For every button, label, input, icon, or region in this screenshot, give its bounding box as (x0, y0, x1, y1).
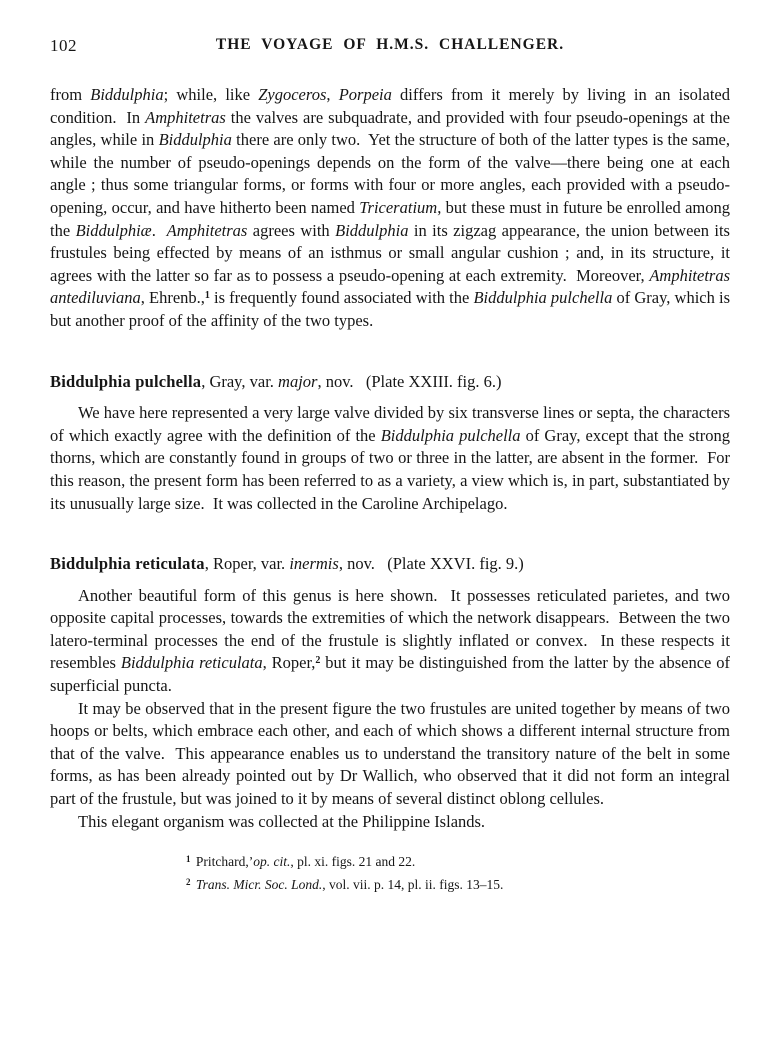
body-paragraph: We have here represented a very large valve divided by six transverse lines or septa, the characters of which exactly agree with the definition of the Biddulphia pulchella of Gray, except that the strong thorns, which are constantly found in groups of two or three in the latter, are absent in the former. For this reason, the present form has been referred to as a variety, a view which is, in part, substantiated by its unusually large size. It was collected in the Caroline Archipelago. (50, 403, 730, 513)
running-head (50, 0, 730, 58)
intro-paragraph: from Biddulphia; while, like Zygoceros, Porpeia differs from it merely by living in an isolated condition. In Amphitetras the valves are subquadrate, and provided with four pseudo-openings at the angles, while in Biddulphia there are only two. Yet the structure of both of the latter types is the same, while the number of pseudo-openings depends on the form of the valve—there being one at each angle ; thus some triangular forms, or forms with four or more angles, each provided with a pseudo-opening, occur, and have hitherto been named Triceratium, but these must in future be enrolled among the Biddulphiæ. Amphitetras agrees with Biddulphia in its zigzag appearance, the union between its frustules being effected by means of an isthmus or small angular cushion ; and, in its structure, it agrees with the latter so far as to possess a pseudo-opening at each extremity. Moreover, Amphitetras antediluviana, Ehrenb.,$^1$ is frequently found associated with the Biddulphia pulchella of Gray, which is but another proof of the affinity of the two types. (50, 85, 730, 330)
page-number: 102 (50, 36, 77, 55)
section-heading-biddulphia-pulchella: Biddulphia pulchella, Gray, var. major, nov. (Plate XXIII. fig. 6.) (50, 371, 502, 391)
footnote-1: $^1$ Pritchard,’op. cit., pl. xi. figs. 21 and 22. (186, 854, 416, 870)
page-body (50, 84, 730, 833)
footnote-2: $^2$ Trans. Micr. Soc. Lond., vol. vii. p. 14, pl. ii. figs. 13–15. (186, 877, 504, 893)
section-heading-biddulphia-reticulata: Biddulphia reticulata, Roper, var. inermis, nov. (Plate XXVI. fig. 9.) (50, 554, 524, 574)
body-paragraph: This elegant organism was collected at the Philippine Islands. (78, 811, 486, 831)
body-paragraph: It may be observed that in the present figure the two frustules are united together by means of two hoops or belts, which embrace each other, and each of which shows a different internal structure from that of the valve. This appearance enables us to understand the transitory nature of the belt in some forms, as has been already pointed out by Dr Wallich, who observed that it did not form an integral part of the frustule, but was joined to it by means of several distinct oblong cellules. (50, 698, 730, 809)
footnotes (186, 850, 730, 896)
body-paragraph: Another beautiful form of this genus is here shown. It possesses reticulated parietes, and two opposite capital processes, towards the extremities of which the network disappears. Between the two latero-terminal processes the end of the frustule is slightly inflated or convex. In these respects it resembles Biddulphia reticulata, Roper,$^2$ but it may be distinguished from the latter by the absence of superficial puncta. (50, 585, 730, 696)
page-header-title: THE VOYAGE OF H.M.S. CHALLENGER. (215, 36, 565, 53)
